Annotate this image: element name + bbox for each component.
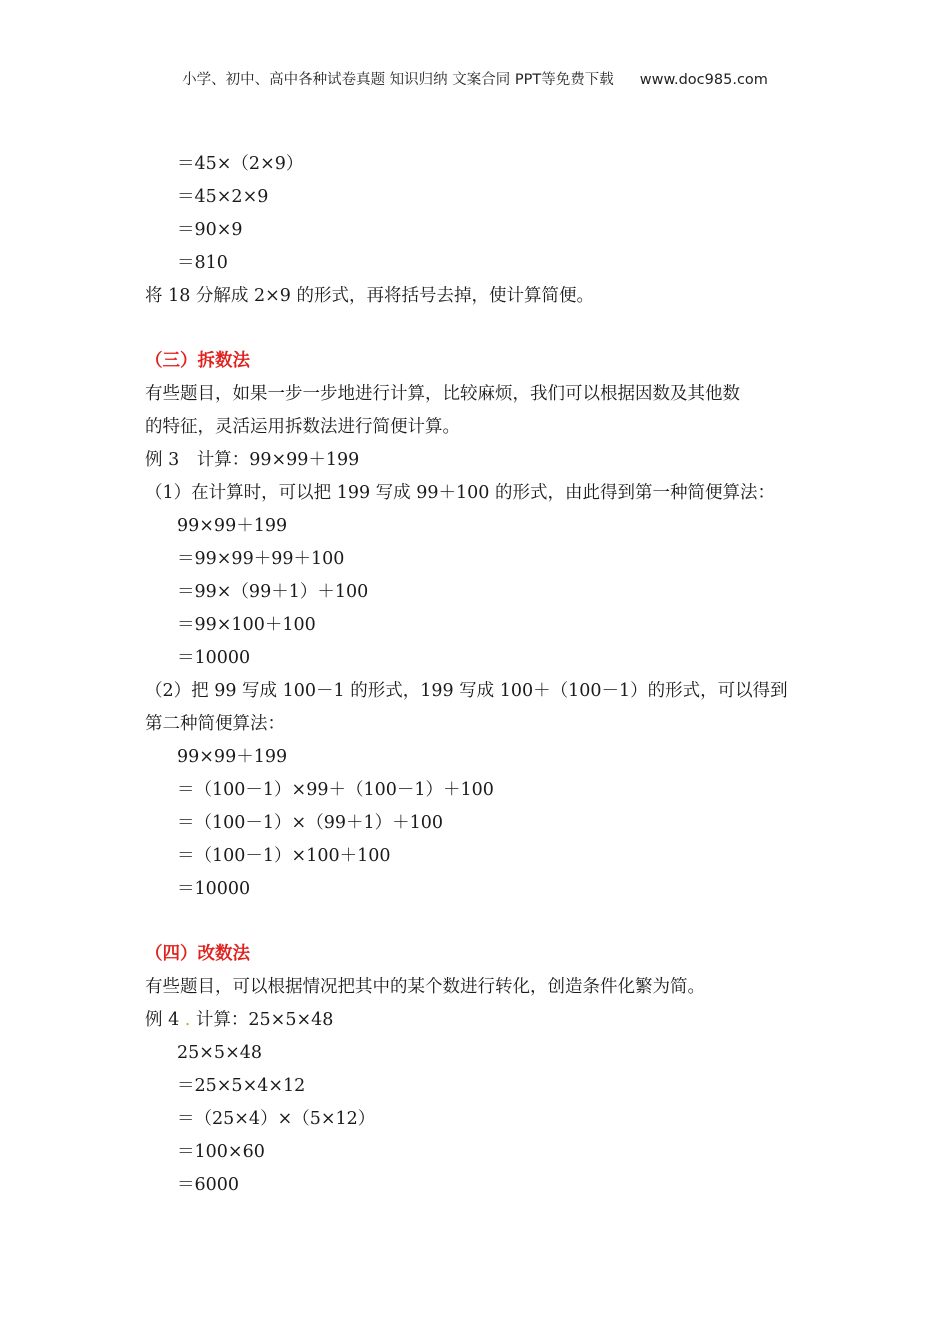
section-intro: 有些题目，可以根据情况把其中的某个数进行转化，创造条件化繁为简。	[145, 977, 705, 997]
calc-step: 99×99＋199	[177, 516, 288, 536]
calc-step: ＝100×60	[177, 1142, 265, 1162]
calc-step: ＝10000	[177, 648, 251, 668]
calc-step: ＝（100－1）×100＋100	[177, 846, 391, 866]
header-site-link[interactable]: www.doc985.com	[639, 72, 768, 88]
calc-step: ＝10000	[177, 879, 251, 899]
calc-step: ＝25×5×4×12	[177, 1076, 306, 1096]
calc-step: ＝810	[177, 253, 228, 273]
calc-step: ＝6000	[177, 1175, 240, 1195]
method-description: （1）在计算时，可以把 199 写成 99＋100 的形式，由此得到第一种简便算法：	[145, 483, 775, 503]
section-heading-split-number: （三）拆数法	[145, 351, 250, 371]
calc-step: ＝99×99＋99＋100	[177, 549, 345, 569]
header-text: 小学、初中、高中各种试卷真题 知识归纳 文案合同 PPT等免费下载	[182, 72, 614, 88]
section-heading-change-number: （四）改数法	[145, 944, 250, 964]
calc-step: ＝45×2×9	[177, 187, 269, 207]
section-intro: 的特征，灵活运用拆数法进行简便计算。	[145, 417, 460, 437]
calc-step: ＝（25×4）×（5×12）	[177, 1109, 376, 1129]
method-description: （2）把 99 写成 100－1 的形式，199 写成 100＋（100－1）的形式，可以得到	[145, 681, 788, 701]
calc-step: 99×99＋199	[177, 747, 288, 767]
calc-step: ＝90×9	[177, 220, 243, 240]
calc-step: ＝99×100＋100	[177, 615, 316, 635]
calc-step: ＝（100－1）×（99＋1）＋100	[177, 813, 444, 833]
explanation-note: 将 18 分解成 2×9 的形式，再将括号去掉，使计算简便。	[145, 286, 594, 306]
example-prefix: 例 4	[145, 1010, 185, 1030]
calc-step: 25×5×48	[177, 1043, 262, 1063]
example-dot: .	[184, 1010, 191, 1030]
calc-step: ＝99×（99＋1）＋100	[177, 582, 369, 602]
example-title: 例 3 计算：99×99＋199	[145, 450, 360, 470]
document-body	[145, 148, 815, 1202]
section-spacer	[145, 313, 815, 345]
page-header	[0, 68, 950, 89]
method-description: 第二种简便算法：	[145, 714, 285, 734]
calc-step: ＝（100－1）×99＋（100－1）＋100	[177, 780, 494, 800]
section-intro: 有些题目，如果一步一步地进行计算，比较麻烦，我们可以根据因数及其他数	[145, 384, 740, 404]
section-spacer	[145, 906, 815, 938]
example-title	[145, 1004, 815, 1037]
example-suffix: 计算：25×5×48	[190, 1010, 334, 1030]
calc-step: ＝45×（2×9）	[177, 154, 304, 174]
